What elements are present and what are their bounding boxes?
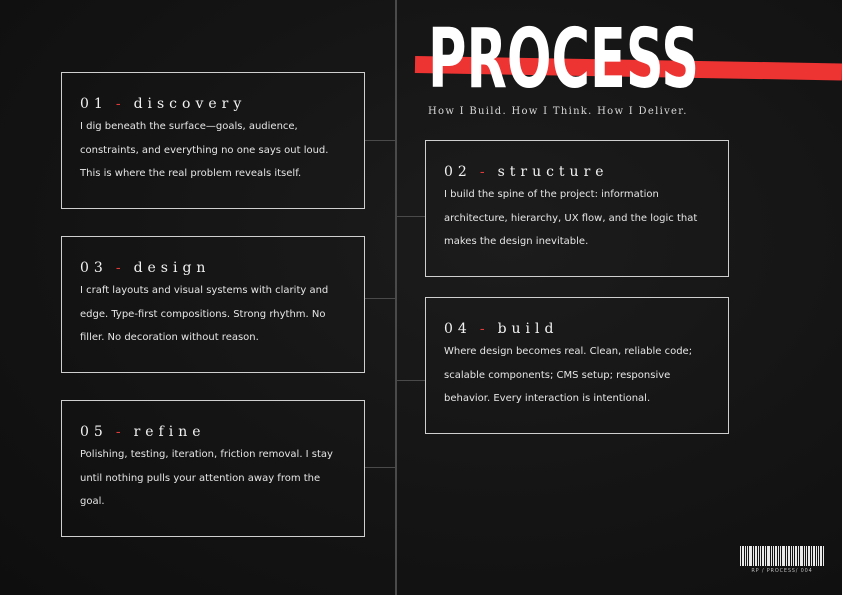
step-number: 01 [80,96,108,112]
step-name: discovery [133,96,247,112]
step-card-refine [61,400,365,537]
step-separator: - [479,164,490,180]
connector-01 [364,140,395,141]
barcode-icon [740,546,824,566]
step-separator: - [115,96,126,112]
step-card-structure [425,140,729,277]
step-card-discovery [61,72,365,209]
step-description: I dig beneath the surface—goals, audience, constraints, and everything no one says out loud. This is where the real problem reveals itself. [80,121,329,179]
step-separator: - [115,260,126,276]
step-title [80,423,346,441]
timeline-spine [395,0,397,595]
step-card-design [61,236,365,373]
connector-04 [397,380,425,381]
step-number: 03 [80,260,108,276]
step-name: structure [497,164,609,180]
connector-02 [397,216,425,217]
step-card-build [425,297,729,434]
step-number: 02 [444,164,472,180]
step-title [80,259,346,277]
connector-05 [364,467,395,468]
step-title [80,95,346,113]
step-description: Where design becomes real. Clean, reliable code; scalable components; CMS setup; responsive behavior. Every interaction is intentional. [444,346,693,404]
step-title [444,163,710,181]
step-name: build [497,321,559,337]
step-separator: - [115,424,126,440]
step-separator: - [479,321,490,337]
step-number: 04 [444,321,472,337]
footer-code: RP / PROCESS/ 004 [751,568,813,574]
step-name: design [133,260,211,276]
step-title [444,320,710,338]
step-description: I build the spine of the project: information architecture, hierarchy, UX flow, and the logic that makes the design inevitable. [444,189,698,247]
step-description: I craft layouts and visual systems with clarity and edge. Type-first compositions. Strong rhythm. No filler. No decoration without reason. [80,285,329,343]
page-subtitle: How I Build. How I Think. How I Deliver. [428,106,688,117]
connector-03 [364,298,395,299]
step-number: 05 [80,424,108,440]
page-title: PROCESS [428,12,700,107]
step-name: refine [133,424,206,440]
step-description: Polishing, testing, iteration, friction removal. I stay until nothing pulls your attention away from the goal. [80,449,333,507]
